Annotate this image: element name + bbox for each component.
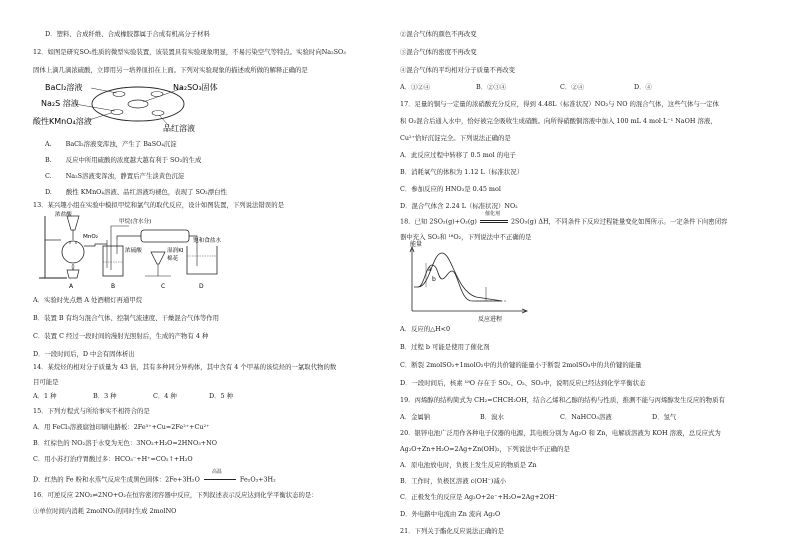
q20-option-a: A．原电池放电时，负极上发生反应的物质是 Zn: [400, 461, 537, 469]
q15-option-d: D．红热的 Fe 粉和水蒸气反应生成黑色固体：2Fe+3H₂O 高温 Fe₂O₃+3H₂: [33, 469, 276, 484]
pinhong-label: 品红溶液: [163, 124, 195, 133]
q12-option-b: B. 反应中所用硫酸的浓度越大越有利于 SO₂的生成: [45, 156, 202, 164]
q20-stem-line2: Ag₂O+Zn+H₂O=2Ag+Zn(OH)₂，下列说法中不正确的是: [400, 445, 570, 453]
q12-option-d: D. 酸性 KMnO₄溶液、品红溶液均褪色，表现了 SO₂漂白性: [45, 188, 227, 196]
brine-label: 饱和食盐水: [193, 238, 221, 244]
q14-option-a: A．1 种: [33, 392, 57, 400]
q13-option-b: B．装置 B 有均匀混合气体、控制气流速度、干燥混合气体等作用: [33, 314, 220, 322]
methane-label: 甲烷(含水分): [119, 219, 152, 225]
reaction-condition-arrow: 高温: [202, 476, 238, 483]
q13-stem: 13．某兴趣小组在实验中模拟甲烷和氯气的取代反应，设计如图装置，下列说法错误的是: [33, 201, 284, 209]
q13-option-a: A．实验时先点燃 A 处酒精灯再通甲烷: [33, 296, 143, 304]
q16-option-a: A．①②④: [400, 83, 431, 91]
q13-option-c: C．装置 C 经过一段时间的漫射光照射后，生成的产物有 4 种: [33, 332, 209, 340]
q20-stem-line1: 20．银锌电池广泛用作各种电子仪器的电源，其电极分别为 Ag₂O 和 Zn，电解质溶液为 KOH 溶液，总反应式为: [400, 429, 721, 437]
label-b: B: [111, 283, 116, 290]
q20-option-b: B．工作时，负极区溶液 c(OH⁻)减小: [400, 477, 507, 485]
wet-ki-label: 湿润KI: [167, 248, 184, 254]
catalyst-arrow: 催化剂: [479, 218, 509, 225]
q14-stem-line1: 14．某烷烃的相对分子质量为 43 倍，其有多种同分异构体，其中含有 4 个甲基的该烷烃的一氯取代物的数: [33, 363, 337, 371]
q19-option-a: A．金属钠: [400, 413, 431, 421]
q16-option-d: D．④: [634, 83, 652, 91]
q14-option-d: D．5 种: [209, 392, 234, 400]
q11-option-d: D．塑料、合成纤维、合成橡胶都属于合成有机高分子材料: [45, 30, 210, 38]
q19-option-d: D．氢气: [652, 413, 677, 421]
q18-option-a: A．反应的△H<0: [400, 325, 451, 333]
na2s-label: Na₂S 溶液: [41, 99, 79, 108]
curve-b-label: b: [432, 276, 436, 283]
q18-option-c: C．断裂 2molSO₂+1molO₂中的共价键的能量小于断裂 2molSO₃中的共价键的能量: [400, 361, 642, 369]
q18-option-d: D．一段时间后，核素 ¹⁸O 存在于 SO₂、O₂、SO₃中，说明反应已经达到化学平衡状态: [400, 379, 646, 387]
q17-option-d: D．混合气体含 2.24 L（标准状况）NO₂: [400, 202, 518, 210]
q17-stem-line1: 17．足量的铜与一定量的浓硝酸充分反应，得到 4.48L（标准状况）NO₂与 NO 的混合气体，这些气体与一定体: [400, 100, 719, 108]
reaction-progress-label: 反应进程: [478, 316, 503, 323]
q17-option-c: C．参加反应的 HNO₃是 0.45 mol: [400, 185, 501, 193]
q19-option-b: B．溴水: [480, 413, 504, 421]
q15-stem: 15．下列方程式与所给事实不相符合的是: [33, 407, 150, 415]
q12-option-a: A. BaCl₂溶液变浑浊，产生了 BaSO₄沉淀: [45, 140, 177, 148]
q14-option-c: C．4 种: [153, 392, 177, 400]
q12-petri-dish-figure: [33, 80, 218, 134]
q14-stem-line2: 目可能是: [33, 378, 59, 386]
q12-option-c: C. Na₂S溶液变浑浊，静置后产生淡黄色沉淀: [45, 172, 185, 180]
q18-energy-diagram: [406, 243, 536, 323]
q20-option-c: C．正极发生的反应是 Ag₂O+2e⁻+H₂O=2Ag+2OH⁻: [400, 493, 558, 501]
na2so3-label: Na₂SO₃固体: [173, 83, 218, 92]
q15-option-b: B．红棕色的 NO₂溶于水变为无色：3NO₂+H₂O=2HNO₃+NO: [33, 439, 217, 447]
q19-stem: 19．丙烯醇的结构简式为 CH₂=CHCH₂OH，结合乙烯和乙醇的结构与性质，推测不能与丙烯醇发生反应的物质有: [400, 396, 725, 404]
q16-item-2: ②混合气体的颜色不再改变: [400, 30, 477, 38]
q19-option-c: C．NaHCO₃溶液: [560, 413, 612, 421]
q18-stem-line2: 器中充入 SO₂和 ¹⁸O₂，下列说法中不正确的是: [400, 233, 532, 241]
q18-option-b: B．过程 b 可能是使用了催化剂: [400, 343, 490, 351]
conc-h2so4-label: 浓硫酸: [125, 248, 142, 254]
q16-stem-line1: 16．可逆反应 2NO₂⇌2NO+O₂在恒容密闭容器中反应，下列叙述表示反应达到化学平衡状态的是：: [33, 491, 318, 499]
q17-stem-line3: Cu²⁺恰好沉淀完全。下列说法正确的是: [400, 134, 511, 142]
curve-a-label: a: [428, 266, 432, 273]
q15-option-c: C．用小苏打治疗胃酸过多：HCO₃⁻+H⁺=CO₂↑+H₂O: [33, 455, 193, 463]
q13-apparatus-figure: [37, 210, 227, 292]
q16-stem-line2: ①单位时间内消耗 2molNO₂的同时生成 2molNO: [33, 507, 177, 515]
conc-hcl-label: 浓盐酸: [55, 212, 72, 218]
q16-item-4: ④混合气体的平均相对分子质量不再改变: [400, 66, 516, 74]
q17-option-b: B．消耗氧气的体积为 1.12 L（标准状况）: [400, 168, 524, 176]
q12-stem-line2: 固体上滴几滴浓硫酸，立即用另一培养皿扣在上面。下列对实验现象的描述或所做的解释正确的是: [33, 66, 308, 74]
cotton-label: 棉花: [167, 256, 179, 262]
q13-option-d: D．一段时间后，D 中会有固体析出: [33, 350, 135, 358]
q16-item-3: ③混合气体的密度不再改变: [400, 48, 477, 56]
q14-option-b: B．3 种: [93, 392, 117, 400]
q15-option-a: A．用 FeCl₃溶液腐蚀印刷电路板：2Fe³⁺+Cu=2Fe²⁺+Cu²⁺: [33, 423, 210, 431]
q17-option-a: A．此反应过程中转移了 0.5 mol 的电子: [400, 151, 516, 159]
energy-axis-label: 能量: [410, 241, 423, 248]
q18-stem-line1: 18．已知 2SO₂(g)+O₂(g) 催化剂 2SO₃(g) ΔH，不同条件下反应过程能量变化如图所示。一定条件下向密闭容: [400, 211, 728, 226]
kmno4-label: 酸性KMnO₄溶液: [33, 117, 92, 126]
mno2-label: MnO₂: [83, 234, 99, 240]
q21-stem: 21．下列关于酯化反应说法正确的是: [400, 527, 504, 535]
q12-stem-line1: 12．如图是研究SO₂性质的微型实验装置，该装置具有实验现象明显，不易污染空气等特点。实验时向Na₂SO₃: [33, 48, 346, 56]
label-c: C: [161, 283, 166, 290]
bacl2-label: BaCl₂溶液: [45, 83, 83, 92]
q17-stem-line2: 积 O₂混合后通入水中，恰好被完全吸收生成硝酸。向所得硝酸铜溶液中加入 100 mL 4 mol·L⁻¹ NaOH 溶液，: [400, 117, 717, 125]
q16-option-c: C．②④: [560, 83, 585, 91]
q16-option-b: B．②③④: [476, 83, 507, 91]
label-d: D: [199, 283, 204, 290]
q20-option-d: D．外电路中电流由 Zn 流向 Ag₂O: [400, 510, 501, 518]
label-a: A: [69, 283, 74, 290]
